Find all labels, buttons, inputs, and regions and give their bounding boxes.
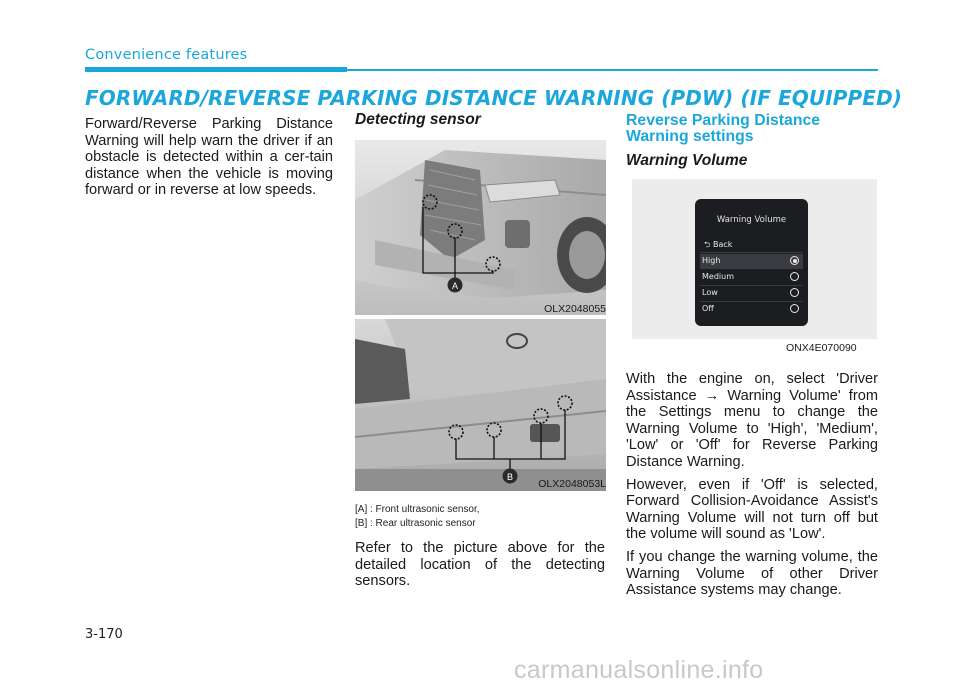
back-label: Back — [712, 240, 733, 249]
radio-icon — [790, 288, 799, 297]
settings-heading-line2: Warning settings — [626, 128, 754, 145]
front-figure-code: OLX2048055 — [544, 303, 606, 315]
rear-figure-code: OLX2048053L — [538, 478, 606, 490]
screen-divider — [700, 252, 803, 253]
detecting-sensor-body: Refer to the picture above for the detailed location of the detecting sensors. — [355, 540, 605, 590]
settings-body — [626, 371, 878, 605]
option-label: Low — [702, 288, 718, 297]
front-sensor-marker: A — [451, 281, 459, 291]
option-label: Medium — [702, 272, 734, 281]
radio-selected-icon — [790, 256, 799, 265]
screen-title: Warning Volume — [716, 215, 787, 225]
detecting-sensor-heading: Detecting sensor — [355, 111, 481, 128]
warning-volume-screen — [695, 199, 808, 326]
header-rule-thick — [85, 67, 347, 72]
intro-paragraph: Forward/Reverse Parking Distance Warning will help warn the driver if an obstacle is detected within a cer-tain distance when the vehicle is moving forward or in reverse at low speeds. — [85, 116, 333, 199]
settings-heading-line1: Reverse Parking Distance — [626, 112, 821, 129]
rear-sensor-marker: B — [506, 472, 514, 482]
section-label: Convenience features — [85, 47, 248, 63]
settings-paragraph-1: With the engine on, select 'Driver Assistance → Warning Volume' from the Settings menu to change the Warning Volume to 'High', 'Medium', 'Low' or 'Off' for Reverse Parking Distance Warning. — [626, 371, 878, 470]
option-label: High — [702, 256, 721, 265]
screen-figure-code: ONX4E070090 — [786, 342, 857, 354]
watermark: carmanualsonline.info — [514, 656, 764, 684]
option-medium[interactable] — [700, 270, 803, 285]
back-arrow-icon: ⮌ — [704, 240, 713, 249]
back-button[interactable] — [704, 239, 732, 253]
warning-volume-subheading: Warning Volume — [626, 152, 748, 169]
radio-icon — [790, 304, 799, 313]
page-title: FORWARD/REVERSE PARKING DISTANCE WARNING (PDW) (IF EQUIPPED) — [85, 86, 903, 110]
radio-icon — [790, 272, 799, 281]
front-sensor-figure — [355, 140, 606, 315]
settings-paragraph-3: If you change the warning volume, the Warning Volume of other Driver Assistance systems may change. — [626, 548, 878, 599]
option-low[interactable] — [700, 286, 803, 301]
header-rule-thin — [347, 69, 878, 71]
rear-sensor-figure — [355, 319, 606, 491]
page-number: 3-170 — [85, 627, 123, 642]
caption-front: [A] : Front ultrasonic sensor, — [355, 504, 480, 515]
caption-rear: [B] : Rear ultrasonic sensor — [355, 518, 476, 529]
option-off[interactable] — [700, 302, 803, 317]
settings-paragraph-2: However, even if 'Off' is selected, Forward Collision-Avoidance Assist's Warning Volume will not turn off but the volume will sound as 'Low'. — [626, 476, 878, 543]
option-label: Off — [702, 304, 714, 313]
option-high[interactable] — [700, 254, 803, 269]
